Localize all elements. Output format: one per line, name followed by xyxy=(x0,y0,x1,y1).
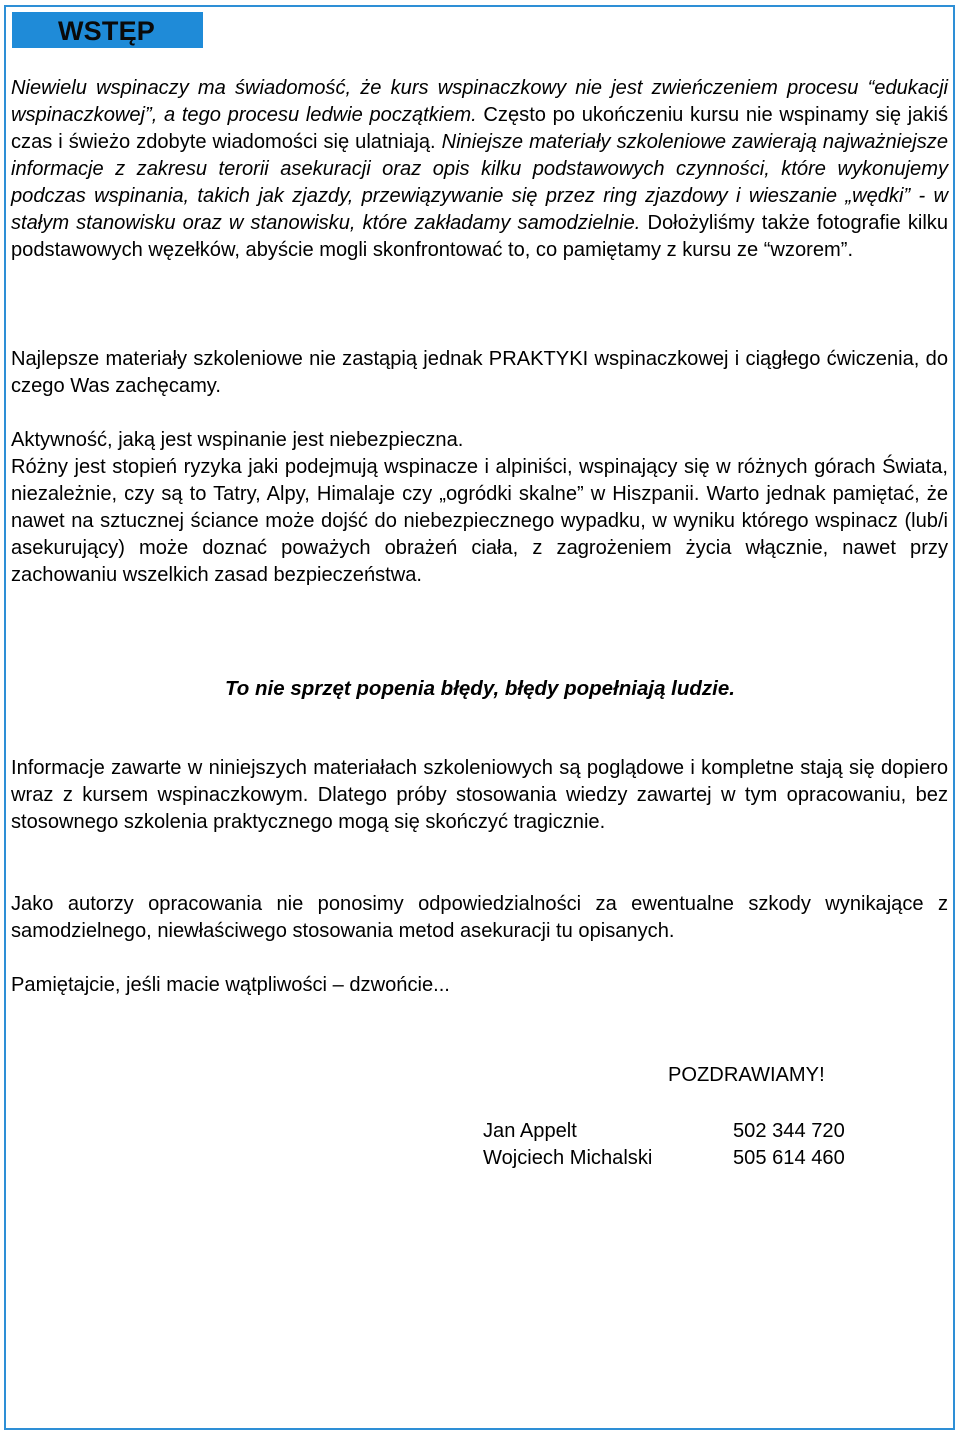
contact-row xyxy=(483,1118,845,1145)
risk-paragraph xyxy=(11,427,948,589)
intro-sentence-3: Niniejsze materiały szkoleniowe zawierają najważniejsze informacje z zakresu terorii asekuracji oraz opis kilku podstawowych czynności, które wykonujemy podczas wspinania, takich jak zjazdy, przewiązywanie się przez ring zjazdowy i wieszanie „wędki” - w stałym stanowisku oraz w stanowisku, które zakładamy samodzielnie. xyxy=(11,131,948,234)
practice-paragraph: Najlepsze materiały szkoleniowe nie zastąpią jednak PRAKTYKI wspinaczkowej i ciągłego ćwiczenia, do czego Was zachęcamy. xyxy=(11,348,948,397)
contact-phone: 502 344 720 xyxy=(733,1120,845,1142)
intro-sentence-1: Niewielu wspinaczy ma świadomość, że kurs wspinaczkowy nie jest zwieńczeniem procesu “edukacji wspinaczkowej”, a tego procesu ledwie początkiem. xyxy=(11,77,948,126)
contact-name: Jan Appelt xyxy=(483,1120,577,1142)
info-paragraph: Informacje zawarte w niniejszych materiałach szkoleniowych są poglądowe i kompletne stają się dopiero wraz z kursem wspinaczkowym. Dlatego próby stosowania wiedzy zawartej w tym opracowaniu, bez stosownego szkolenia praktycznego mogą się skończyć tragicznie. xyxy=(11,757,948,833)
contact-name: Wojciech Michalski xyxy=(483,1147,653,1169)
warning-statement: To nie sprzęt popenia błędy, błędy popełniają ludzie. xyxy=(225,677,735,700)
contact-phone: 505 614 460 xyxy=(733,1147,845,1169)
contact-row xyxy=(483,1145,845,1172)
reminder-line: Pamiętajcie, jeśli macie wątpliwości – dzwońcie... xyxy=(11,974,450,996)
intro-paragraph xyxy=(11,75,948,264)
risk-heading-line: Aktywność, jaką jest wspinanie jest niebezpieczna. xyxy=(11,429,464,451)
section-title: WSTĘP xyxy=(58,16,156,46)
risk-body: Różny jest stopień ryzyka jaki podejmują wspinacze i alpiniści, wspinający się w różnych górach Świata, niezależnie, czy są to Tatry, Alpy, Himalaje czy „ogródki skalne” w Hiszpanii. Warto jednak pamiętać, że nawet na sztucznej ściance może dojść do niebezpiecznego wypadku, w wyniku którego wspinacz (lub/i asekurujący) może doznać poważych obrażeń ciała, z zagrożeniem życia włącznie, nawet przy zachowaniu wszelkich zasad bezpieczeństwa. xyxy=(11,456,948,586)
disclaimer-paragraph: Jako autorzy opracowania nie ponosimy odpowiedzialności za ewentualne szkody wynikające z samodzielnego, niewłaściwego stosowania metod asekuracji tu opisanych. xyxy=(11,893,948,942)
intro-sentence-2: Często po ukończeniu kursu nie wspinamy się jakiś czas i świeżo zdobyte wiadomości się ulatniają. xyxy=(11,104,948,153)
intro-sentence-4: Dołożyliśmy także fotografie kilku podstawowych węzełków, abyście mogli skonfrontować to, co pamiętamy z kursu ze “wzorem”. xyxy=(11,212,949,261)
greeting: POZDRAWIAMY! xyxy=(668,1064,825,1086)
